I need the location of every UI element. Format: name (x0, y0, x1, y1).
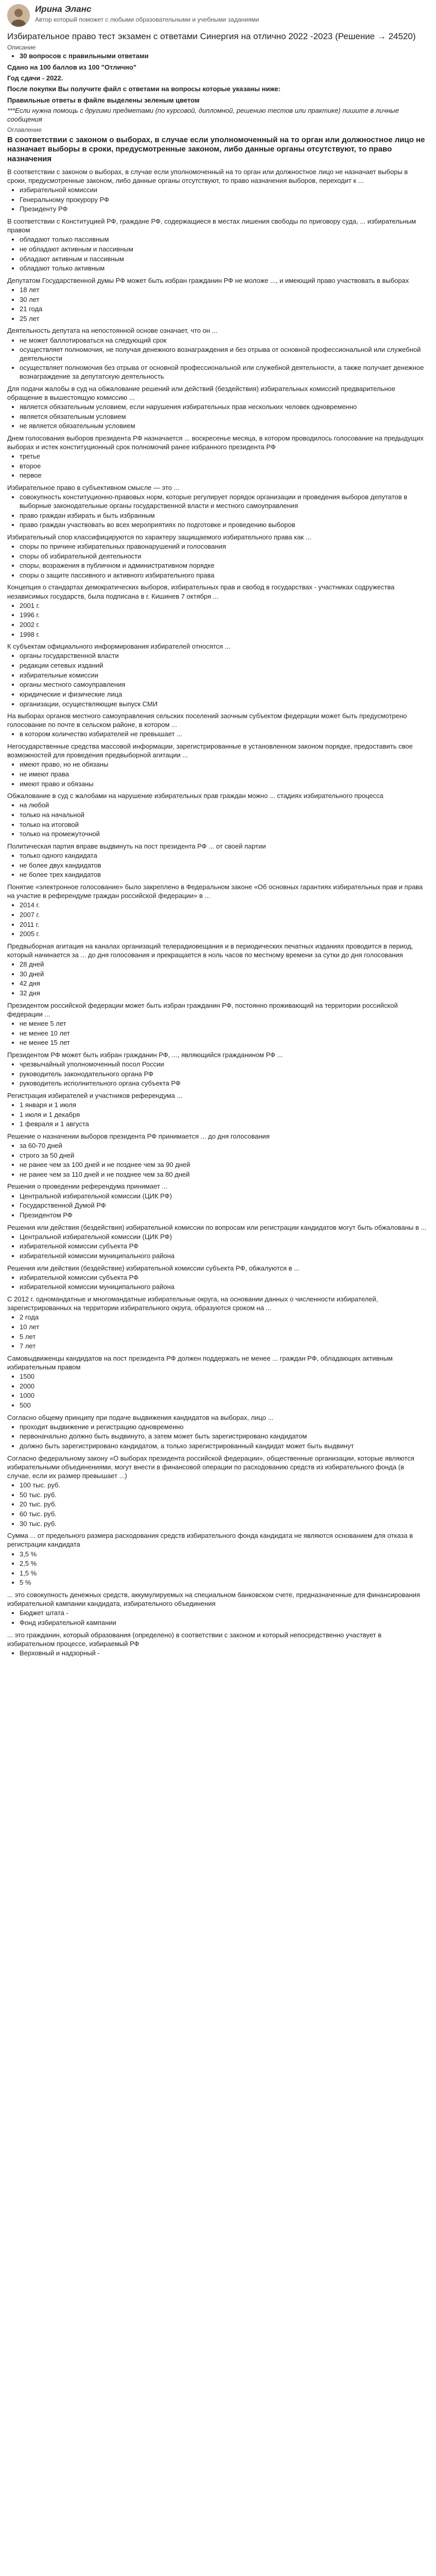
answer-option: • не менее 15 лет (20, 1039, 429, 1047)
intro-lines (7, 63, 429, 124)
answer-option: • 20 тыс. руб. (20, 1500, 429, 1509)
answer-option: • избирательной комиссии субъекта РФ (20, 1274, 429, 1282)
intro-line: Год сдачи - 2022. (7, 74, 63, 82)
question-text: Избирательный спор классифицируются по характеру защищаемого избирательного права как ... (7, 533, 311, 541)
answer-option: • 25 лет (20, 315, 429, 324)
answer-option: • обладают только пассивным (20, 235, 429, 244)
answer-option: • 2005 г. (20, 930, 429, 939)
question-text: Решение о назначении выборов президента РФ принимается ... до дня голосования (7, 1132, 270, 1140)
answer-list (7, 1609, 429, 1627)
answer-option: • 100 тыс. руб. (20, 1481, 429, 1490)
answer-option: • 32 дня (20, 989, 429, 998)
answer-option: • только на промежуточной (20, 830, 429, 839)
answer-list (7, 1274, 429, 1292)
avatar[interactable] (7, 4, 30, 27)
answer-option: • споры, возражения в публичном и административном порядке (20, 562, 429, 570)
question-text: Сумма ... от предельного размера расходования средств избирательного фонда кандидата не являются основанием для отказа в регистрации кандидата (7, 1532, 413, 1549)
author-block (7, 4, 429, 27)
question-text: Самовыдвиженцы кандидатов на пост президента РФ должен поддержать не менее ... граждан РФ, обладающих активным избирательным правом (7, 1354, 393, 1371)
answer-option: • 1,5 % (20, 1569, 429, 1578)
intro-line: Сдано на 100 баллов из 100 "Отлично" (7, 63, 137, 72)
answer-option: • 2002 г. (20, 621, 429, 630)
author-name[interactable]: Ирина Эланс (35, 4, 92, 14)
answer-option: • осуществляет полномочия без отрыва от основной профессиональной или служебной деятельности, а также получает денежное вознаграждение за депутатскую деятельность (20, 364, 429, 381)
author-avatar-icon (7, 4, 30, 27)
answer-option: • 30 тыс. руб. (20, 1520, 429, 1529)
question-text: Согласно федеральному закону «О выборах президента российской федерации», общественные организации, которые являются избирательными объединениями, могут внести в финансовой операции по расходованию средств из избирательного фонда (в случае, если их размер превышает ...) (7, 1454, 414, 1480)
question-text: С 2012 г. одномандатные и многомандатные избирательные округа, на основании данных о численности избирателей, зарегистрированных на территории избирательного округа, образуются сроком на ... (7, 1295, 378, 1312)
description-label: Описание (7, 44, 36, 52)
answer-list (7, 1192, 429, 1220)
answer-option: • чрезвычайный уполномоченный посол России (20, 1060, 429, 1069)
answer-option: • 2,5 % (20, 1560, 429, 1568)
question-list (7, 167, 429, 1658)
answer-option: • не менее 5 лет (20, 1020, 429, 1028)
answer-option: • Президенту РФ (20, 205, 429, 214)
question-text: Предвыборная агитация на каналах организаций телерадиовещания и в периодических печатных изданиях проводится в период, который начинается за ... до дня голосования и прекращается в ноль часов по местному времени за сутки до дня голосования (7, 942, 413, 959)
question-text: Решения или действия (бездействие) избирательной комиссии субъекта РФ, обжалуются в ... (7, 1264, 300, 1272)
answer-option: • имеют право, но не обязаны (20, 760, 429, 769)
question-text: Регистрация избирателей и участников референдума ... (7, 1091, 183, 1099)
answer-option: • 18 лет (20, 286, 429, 295)
answer-list (7, 960, 429, 998)
question-text: ... это совокупность денежных средств, аккумулируемых на специальном банковском счете, предназначенные для финансирования избирательной кампании кандидата, избирательного объединения (7, 1591, 420, 1608)
toc-label: Оглавление (7, 126, 42, 133)
answer-option: • избирательные комиссии (20, 671, 429, 680)
answer-option: • Бюджет штата - (20, 1609, 429, 1618)
answer-list (7, 901, 429, 939)
answer-list (7, 1313, 429, 1351)
answer-option: • за 60-70 дней (20, 1142, 429, 1150)
answer-list (7, 403, 429, 431)
answer-option: • 50 тыс. руб. (20, 1491, 429, 1500)
intro-line: Правильные ответы в файле выделены зеленым цветом (7, 96, 200, 104)
answer-option: • проходит выдвижение и регистрацию одновременно (20, 1423, 429, 1432)
answer-option: • в котором количество избирателей не превышает ... (20, 730, 429, 739)
answer-option: • руководитель исполнительного органа субъекта РФ (20, 1079, 429, 1088)
answer-list (7, 336, 429, 381)
answer-list (7, 760, 429, 788)
question-text: Решения или действия (бездействия) избирательной комиссии по вопросам или регистрации кандидатов могут быть обжалованы в ... (7, 1223, 427, 1231)
answer-option: • является обязательным условием (20, 413, 429, 421)
answer-option: • 1998 г. (20, 631, 429, 639)
page-title: Избирательное право тест экзамен с ответами Синергия на отлично 2022 -2023 (Решение → 24520) (7, 31, 416, 41)
answer-option: • 2011 г. (20, 921, 429, 929)
question-text: Президентом РФ может быть избран гражданин РФ, ..., являющийся гражданином РФ ... (7, 1050, 283, 1059)
answer-option: • 5 лет (20, 1333, 429, 1342)
answer-option: • споры о защите пассивного и активного избирательного права (20, 571, 429, 580)
answer-option: • не обладают активным и пассивным (20, 245, 429, 254)
answer-option: • на любой (20, 801, 429, 810)
answer-option: • 1 января и 1 июля (20, 1101, 429, 1110)
answer-option: • обладают активным и пассивным (20, 255, 429, 264)
answer-list (7, 452, 429, 480)
answer-list (7, 1372, 429, 1410)
answer-list (7, 1423, 429, 1451)
answer-option: • не менее 10 лет (20, 1029, 429, 1038)
answer-option: • органы местного самоуправления (20, 681, 429, 689)
answer-list (7, 1649, 429, 1658)
answer-option: • право граждан участвовать во всех мероприятиях по подготовке и проведению выборов (20, 521, 429, 530)
answer-option: • руководитель законодательного органа РФ (20, 1070, 429, 1079)
question-text: Для подачи жалобы в суд на обжалование решений или действий (бездействия) избирательных комиссий предварительное обращение в вышестоящую комиссию ... (7, 384, 395, 401)
answer-option: • органы государственной власти (20, 652, 429, 660)
question-text: Избирательное право в субъективном смысле — это ... (7, 484, 180, 492)
question-text: На выборах органов местного самоуправления сельских поселений заочным субъектом федерации может быть предусмотрено голосование по почте в сельском районе, в котором ... (7, 712, 407, 729)
answer-option: • не является обязательным условием (20, 422, 429, 431)
intro-line: После покупки Вы получите файл с ответами на вопросы которые указаны ниже: (7, 85, 281, 93)
answer-option: • 2000 (20, 1382, 429, 1391)
answer-list (7, 1101, 429, 1129)
answer-option: • споры по причине избирательных правонарушений и голосования (20, 543, 429, 551)
answer-option: • Генеральному прокурору РФ (20, 196, 429, 205)
answer-option: • первоначально должно быть выдвинуто, а затем может быть зарегистрировано кандидатом (20, 1432, 429, 1441)
answer-option: • осуществляет полномочия, не получая денежного вознаграждения и без отрыва от основной профессиональной или служебной деятельности (20, 346, 429, 363)
answer-option: • только на итоговой (20, 821, 429, 829)
answer-option: • 30 лет (20, 296, 429, 304)
intro-line: ***Если нужна помощь с другими предметами (по курсовой, дипломной, решению тестов или практике) пишите в личные сообщения (7, 106, 399, 123)
answer-option: • 1500 (20, 1372, 429, 1381)
answer-option: • только на начальной (20, 811, 429, 820)
answer-option: • 2007 г. (20, 911, 429, 920)
question-text: В соответствии с Конституцией РФ, граждане РФ, содержащиеся в местах лишения свободы по приговору суда, ... избирательным правом (7, 217, 416, 234)
answer-option: • совокупность конституционно-правовых норм, которые регулирует порядок организации и проведения выборов депутатов в выборные законодательные органы государственной власти и местного самоуправления (20, 493, 429, 510)
question-text: Обжалование в суд с жалобами на нарушение избирательных прав граждан можно ... стадиях избирательного процесса (7, 792, 383, 800)
question-text: Согласно общему принципу при подаче выдвижения кандидатов на выборах, лицо ... (7, 1413, 274, 1421)
answer-option: • Центральной избирательной комиссии (ЦИК РФ) (20, 1233, 429, 1242)
answer-option: • 42 дня (20, 979, 429, 988)
answer-option: • первое (20, 471, 429, 480)
answer-option: • организации, осуществляющие выпуск СМИ (20, 700, 429, 709)
answer-option: • не ранее чем за 110 дней и не позднее чем за 80 дней (20, 1171, 429, 1179)
answer-option: • 2 года (20, 1313, 429, 1322)
answer-option: • не ранее чем за 100 дней и не позднее чем за 90 дней (20, 1161, 429, 1170)
question-text: Решения о проведении референдума принимает ... (7, 1182, 168, 1191)
answer-option: • 1 июля и 1 декабря (20, 1111, 429, 1120)
answer-list (7, 235, 429, 273)
answer-option: • юридические и физические лица (20, 690, 429, 699)
answer-option: • имеют право и обязаны (20, 780, 429, 789)
answer-list (7, 602, 429, 639)
answer-list (7, 852, 429, 879)
answer-option: • не более двух кандидатов (20, 861, 429, 870)
question-text: ... это гражданин, который образования (определено) в соответствии с законом и который непосредственно участвует в избирательном процессе, избираемый РФ (7, 1631, 382, 1648)
question-text: Деятельность депутата на непостоянной основе означает, что он ... (7, 327, 218, 335)
answer-option: • 5 % (20, 1579, 429, 1587)
answer-option: • избирательной комиссии муниципального района (20, 1252, 429, 1261)
answer-option: • избирательной комиссии (20, 186, 429, 195)
answer-option: • Верховный и надзорный - (20, 1649, 429, 1658)
answer-list (7, 1060, 429, 1088)
answer-option: • Центральной избирательной комиссии (ЦИК РФ) (20, 1192, 429, 1201)
answer-list (7, 1020, 429, 1047)
answer-option: • 1996 г. (20, 611, 429, 620)
answer-option: • 1000 (20, 1392, 429, 1400)
answer-option: • 28 дней (20, 960, 429, 969)
answer-option: • строго за 50 дней (20, 1151, 429, 1160)
question-text: Политическая партия вправе выдвинуть на пост президента РФ ... от своей партии (7, 842, 266, 850)
answer-option: • споры об избирательной деятельности (20, 552, 429, 561)
question-text: Понятие «электронное голосование» было закреплено в Федеральном законе «Об основных гарантиях избирательных прав и права на участие в референдуме граждан российской федерации» в ... (7, 883, 423, 900)
answer-option: • 500 (20, 1401, 429, 1410)
answer-option: • не может баллотироваться на следующий срок (20, 336, 429, 345)
answer-option: • избирательной комиссии субъекта РФ (20, 1242, 429, 1251)
answer-option: • 7 лет (20, 1342, 429, 1351)
answer-option: • 2014 г. (20, 901, 429, 910)
answer-option: • Президентом РФ (20, 1211, 429, 1220)
answer-option: • не имеют права (20, 770, 429, 779)
answer-list (7, 286, 429, 324)
answer-list (7, 1142, 429, 1179)
answer-list (7, 1481, 429, 1528)
answer-option: • является обязательным условием, если нарушения избирательных прав нескольких человек одновременно (20, 403, 429, 412)
answer-option: • 10 лет (20, 1323, 429, 1332)
answer-list (7, 1550, 429, 1588)
answer-option: • только одного кандидата (20, 852, 429, 860)
answer-option: • 21 года (20, 305, 429, 314)
answer-option: • должно быть зарегистрировано кандидатом, а только зарегистрированный кандидат может быть выдвинут (20, 1442, 429, 1451)
answer-list (7, 186, 429, 214)
answer-option: • 3,5 % (20, 1550, 429, 1559)
section-title[interactable]: В соответствии с законом о выборах, в случае если уполномоченный на то орган или должностное лицо не назначает выборы в сроки, предусмотренные законом, либо данные органы отсутствуют, то право назначения (7, 135, 425, 164)
question-text: Днем голосования выборов президента РФ назначается ... воскресенье месяца, в котором проводилось голосование на предыдущих выборах и истек конституционный срок полномочий ранее избранного президента РФ (7, 434, 424, 451)
answer-option: • право граждан избирать и быть избранным (20, 512, 429, 520)
question-text: Концепция о стандартах демократических выборов, избирательных прав и свобод в государствах - участниках содружества независимых государств, была подписана в г. Кишинев 7 октября ... (7, 583, 395, 600)
question-text: Президентом российской федерации может быть избран гражданин РФ, постоянно проживающий на территории российской федерации ... (7, 1001, 398, 1018)
intro-bullet: • 30 вопросов с правильными ответами (20, 52, 429, 61)
answer-option: • не более трех кандидатов (20, 871, 429, 879)
author-description: Автор который поможет с любыми образовательными и учебными заданиями (35, 16, 259, 23)
answer-option: • избирательной комиссии муниципального района (20, 1283, 429, 1292)
answer-list (7, 543, 429, 580)
question-text: К субъектам официального информирования избирателей относятся ... (7, 642, 231, 651)
intro-bullets (7, 52, 429, 61)
answer-list (7, 730, 429, 739)
answer-option: • 60 тыс. руб. (20, 1510, 429, 1519)
author-text (35, 4, 259, 24)
answer-option: • второе (20, 462, 429, 471)
answer-list (7, 493, 429, 530)
answer-list (7, 1233, 429, 1261)
answer-option: • Государственной Думой РФ (20, 1201, 429, 1210)
answer-option: • 1 февраля и 1 августа (20, 1120, 429, 1129)
answer-option: • Фонд избирательной кампании (20, 1619, 429, 1628)
answer-option: • обладают только активным (20, 264, 429, 273)
question-text: Депутатом Государственной думы РФ может быть избран гражданин РФ не моложе ..., и имеющий право участвовать в выборах (7, 276, 409, 284)
answer-list (7, 652, 429, 708)
question-text: Негосударственные средства массовой информации, зарегистрированные в установленном законом порядке, предоставить свое возможностей для проведения предвыборной агитации ... (7, 742, 413, 759)
answer-option: • редакции сетевых изданий (20, 662, 429, 670)
answer-option: • 30 дней (20, 970, 429, 979)
question-text: В соответствии с законом о выборах, в случае если уполномоченный на то орган или должностное лицо не назначает выборы в сроки, предусмотренные законом, либо данные органы отсутствуют, то право назначения выборов, переходит к ... (7, 167, 408, 184)
answer-option: • 2001 г. (20, 602, 429, 611)
answer-list (7, 801, 429, 839)
answer-option: • третье (20, 452, 429, 461)
